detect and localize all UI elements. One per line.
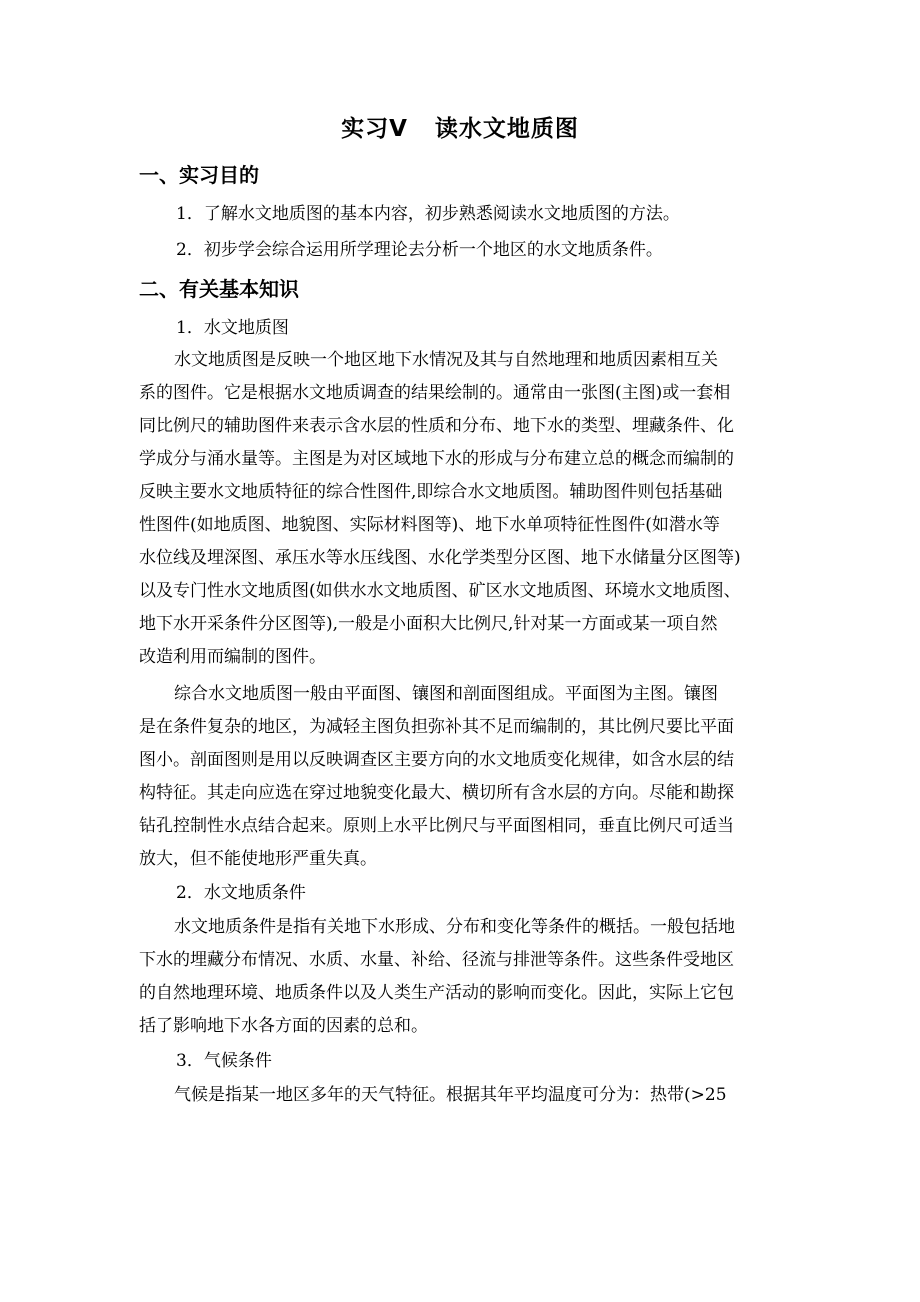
- paragraph-line: 构特征。其走向应选在穿过地貌变化最大、横切所有含水层的方向。尽能和勘探: [139, 783, 734, 803]
- page-title: 实习Ⅴ 读水文地质图: [341, 116, 579, 142]
- paragraph-line: 地下水开采条件分区图等),一般是小面积大比例尺,针对某一方面或某一项自然: [139, 614, 718, 634]
- paragraph-line: 改造利用而编制的图件。: [139, 647, 326, 667]
- section-heading-purpose: 一、实习目的: [139, 163, 259, 187]
- paragraph-line: 以及专门性水文地质图(如供水水文地质图、矿区水文地质图、环境水文地质图、: [139, 581, 741, 601]
- paragraph-line: 反映主要水文地质特征的综合性图件,即综合水文地质图。辅助图件则包括基础: [139, 482, 723, 502]
- paragraph-line: 综合水文地质图一般由平面图、镶图和剖面图组成。平面图为主图。镶图: [174, 684, 718, 704]
- paragraph-line: 水位线及埋深图、承压水等水压线图、水化学类型分区图、地下水储量分区图等): [139, 548, 741, 568]
- paragraph-line: 同比例尺的辅助图件来表示含水层的性质和分布、地下水的类型、埋藏条件、化: [139, 416, 734, 436]
- section-heading-basics: 二、有关基本知识: [139, 277, 299, 301]
- paragraph-line: 水文地质图是反映一个地区地下水情况及其与自然地理和地质因素相互关: [174, 350, 718, 370]
- subsection-label-hydro-map: 1．水文地质图: [176, 318, 289, 338]
- purpose-item-1: 1．了解水文地质图的基本内容，初步熟悉阅读水文地质图的方法。: [176, 204, 680, 224]
- paragraph-line: 气候是指某一地区多年的天气特征。根据其年平均温度可分为：热带(>25: [174, 1085, 727, 1105]
- paragraph-line: 括了影响地下水各方面的因素的总和。: [139, 1016, 428, 1036]
- paragraph-line: 图小。剖面图则是用以反映调查区主要方向的水文地质变化规律，如含水层的结: [139, 750, 734, 770]
- subsection-label-climate: 3．气候条件: [176, 1051, 272, 1071]
- paragraph-line: 的自然地理环境、地质条件以及人类生产活动的影响而变化。因此，实际上它包: [139, 983, 734, 1003]
- purpose-item-2: 2．初步学会综合运用所学理论去分析一个地区的水文地质条件。: [176, 240, 663, 260]
- paragraph-line: 系的图件。它是根据水文地质调查的结果绘制的。通常由一张图(主图)或一套相: [139, 383, 731, 403]
- paragraph-line: 钻孔控制性水点结合起来。原则上水平比例尺与平面图相同，垂直比例尺可适当: [139, 816, 734, 836]
- paragraph-line: 是在条件复杂的地区，为减轻主图负担弥补其不足而编制的，其比例尺要比平面: [139, 717, 734, 737]
- paragraph-line: 放大，但不能使地形严重失真。: [139, 849, 377, 869]
- paragraph-line: 下水的埋藏分布情况、水质、水量、补给、径流与排泄等条件。这些条件受地区: [139, 950, 734, 970]
- paragraph-line: 性图件(如地质图、地貌图、实际材料图等)、地下水单项特征性图件(如潜水等: [139, 515, 720, 535]
- paragraph-line: 学成分与涌水量等。主图是为对区域地下水的形成与分布建立总的概念而编制的: [139, 449, 734, 469]
- paragraph-line: 水文地质条件是指有关地下水形成、分布和变化等条件的概括。一般包括地: [174, 917, 735, 937]
- subsection-label-hydro-conditions: 2．水文地质条件: [176, 883, 306, 903]
